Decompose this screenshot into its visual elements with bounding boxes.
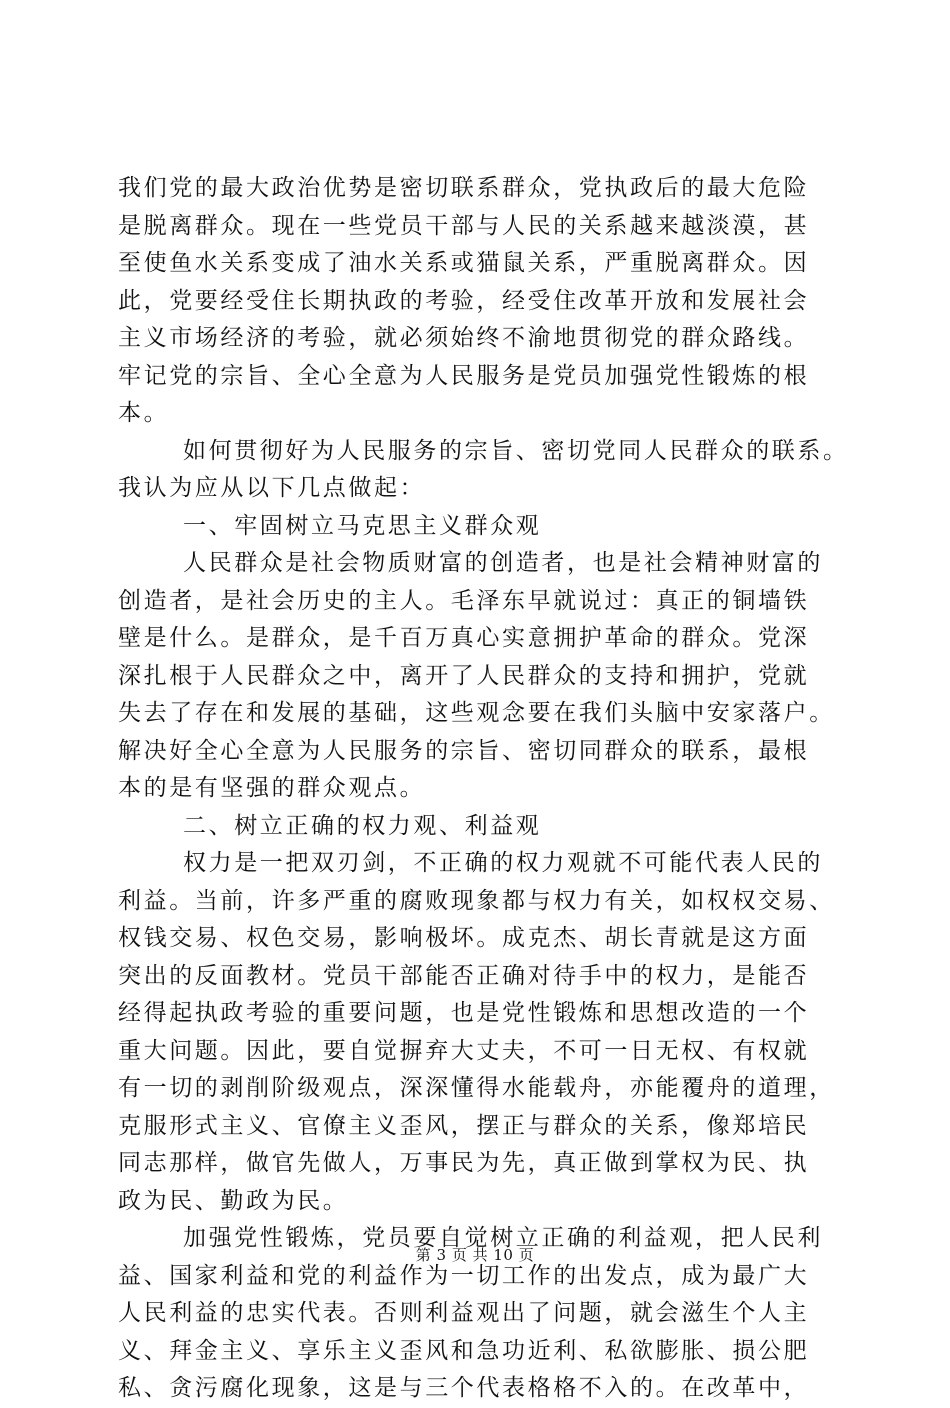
- text-line: 我们党的最大政治优势是密切联系群众，党执政后的最大危险: [118, 175, 810, 201]
- document-body: [118, 170, 849, 1408]
- text-line: 同志那样，做官先做人，万事民为先，真正做到掌权为民、执: [118, 1150, 810, 1176]
- text-line: 如何贯彻好为人民服务的宗旨、密切党同人民群众的联系。: [183, 437, 849, 464]
- text-line: 权钱交易、权色交易，影响极坏。成克杰、胡长青就是这方面: [118, 925, 810, 951]
- text-line: 加强党性锻炼，党员要自觉树立正确的利益观，把人民利: [183, 1225, 823, 1251]
- text-line: 人民利益的忠实代表。否则利益观出了问题，就会滋生个人主: [118, 1300, 810, 1326]
- text-line: 本的是有坚强的群众观点。: [118, 775, 426, 801]
- text-line: 二、树立正确的权力观、利益观: [183, 812, 542, 839]
- text-line: 壁是什么。是群众，是千百万真心实意拥护革命的群众。党深: [118, 625, 810, 651]
- text-line: 一、牢固树立马克思主义群众观: [183, 512, 542, 539]
- text-line: 经得起执政考验的重要问题，也是党性锻炼和思想改造的一个: [118, 1000, 810, 1026]
- text-line: 我认为应从以下几点做起：: [118, 475, 426, 501]
- text-line: 创造者，是社会历史的主人。毛泽东早就说过：真正的铜墙铁: [118, 587, 810, 614]
- text-line: 利益。当前，许多严重的腐败现象都与权力有关，如权权交易、: [118, 887, 835, 914]
- text-line: 解决好全心全意为人民服务的宗旨、密切同群众的联系，最根: [118, 737, 810, 764]
- text-line: 至使鱼水关系变成了油水关系或猫鼠关系，严重脱离群众。因: [118, 250, 810, 276]
- text-line: 此，党要经受住长期执政的考验，经受住改革开放和发展社会: [118, 287, 810, 314]
- text-line: 重大问题。因此，要自觉摒弃大丈夫，不可一日无权、有权就: [118, 1037, 810, 1064]
- text-line: 突出的反面教材。党员干部能否正确对待手中的权力，是能否: [118, 962, 810, 989]
- text-line: 人民群众是社会物质财富的创造者，也是社会精神财富的: [183, 550, 823, 576]
- text-line: 深扎根于人民群众之中，离开了人民群众的支持和拥护，党就: [118, 662, 810, 689]
- text-line: 克服形式主义、官僚主义歪风，摆正与群众的关系，像郑培民: [118, 1112, 810, 1139]
- text-line: 政为民、勤政为民。: [118, 1187, 349, 1214]
- text-line: 是脱离群众。现在一些党员干部与人民的关系越来越淡漠，甚: [118, 212, 810, 239]
- page-footer: 第 3 页 共 10 页: [415, 1246, 535, 1264]
- text-line: 益、国家利益和党的利益作为一切工作的出发点，成为最广大: [118, 1262, 810, 1289]
- text-line: 本。: [118, 400, 170, 426]
- text-line: 有一切的剥削阶级观点，深深懂得水能载舟，亦能覆舟的道理，: [118, 1075, 835, 1101]
- text-line: 私、贪污腐化现象，这是与三个代表格格不入的。在改革中，: [118, 1375, 810, 1401]
- text-line: 义、拜金主义、享乐主义歪风和急功近利、私欲膨胀、损公肥: [118, 1337, 810, 1364]
- text-line: 牢记党的宗旨、全心全意为人民服务是党员加强党性锻炼的根: [118, 362, 810, 389]
- text-line: 失去了存在和发展的基础，这些观念要在我们头脑中安家落户。: [118, 700, 835, 726]
- text-line: 权力是一把双刃剑，不正确的权力观就不可能代表人民的: [183, 850, 823, 876]
- text-line: 主义市场经济的考验，就必须始终不渝地贯彻党的群众路线。: [118, 325, 810, 351]
